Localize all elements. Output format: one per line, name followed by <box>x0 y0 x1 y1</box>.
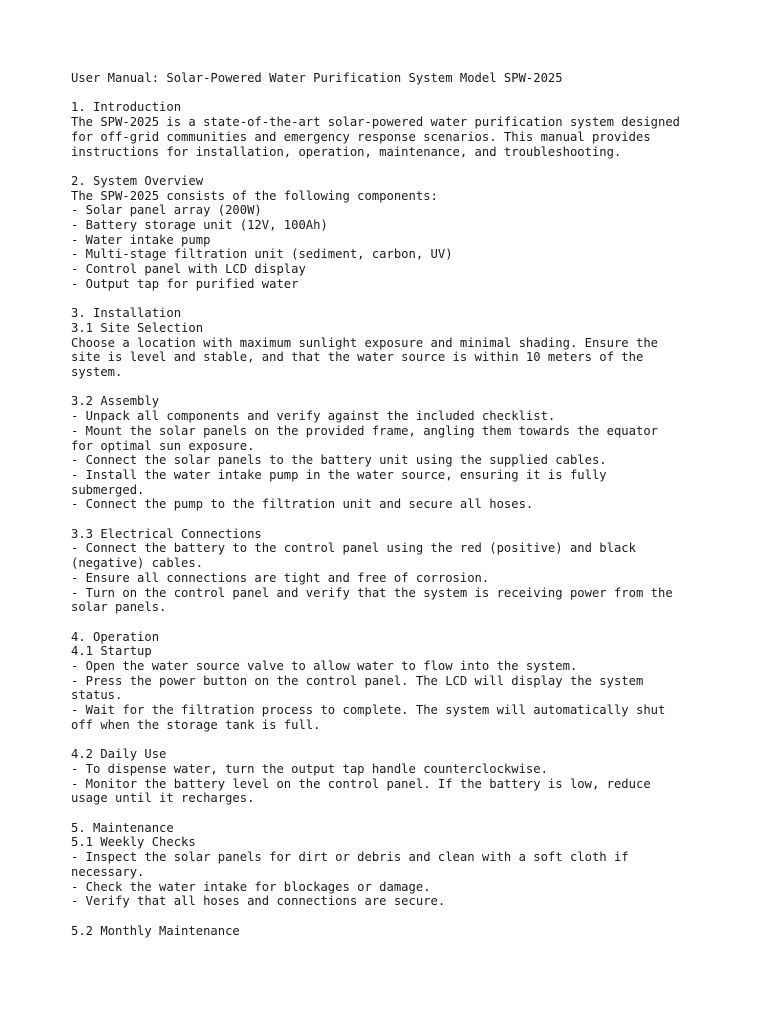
text-line: (negative) cables. <box>71 556 204 571</box>
text-line: for optimal sun exposure. <box>71 438 255 453</box>
text-line: - Ensure all connections are tight and free of corrosion. <box>71 570 490 585</box>
text-line: status. <box>71 688 123 703</box>
text-line: off when the storage tank is full. <box>71 717 321 732</box>
text-line: site is level and stable, and that the water source is within 10 meters of the <box>71 350 644 365</box>
document-title: User Manual: Solar-Powered Water Purification System Model SPW-2025 <box>71 71 563 85</box>
blank-line <box>71 806 751 821</box>
text-line: - Multi-stage filtration unit (sediment, carbon, UV) <box>71 247 453 262</box>
text-line: - Solar panel array (200W) <box>71 203 262 218</box>
text-line: - Connect the pump to the filtration unit and secure all hoses. <box>71 497 534 512</box>
text-line: 4.1 Startup <box>71 644 152 659</box>
text-line: - Output tap for purified water <box>71 276 299 291</box>
text-line: - Mount the solar panels on the provided frame, angling them towards the equator <box>71 423 658 438</box>
text-line: - Check the water intake for blockages or damage. <box>71 879 431 894</box>
text-line: 3.2 Assembly <box>71 394 160 409</box>
text-line: - Connect the solar panels to the battery unit using the supplied cables. <box>71 453 607 468</box>
text-line: The SPW-2025 consists of the following components: <box>71 188 438 203</box>
text-line: The SPW-2025 is a state-of-the-art solar-powered water purification system designed <box>71 115 681 130</box>
text-line: solar panels. <box>71 600 167 615</box>
blank-line <box>71 86 751 101</box>
text-line: necessary. <box>71 864 145 879</box>
text-line: 5.2 Monthly Maintenance <box>71 923 240 938</box>
text-line: - Battery storage unit (12V, 100Ah) <box>71 218 328 232</box>
text-line: - Install the water intake pump in the water source, ensuring it is fully <box>71 467 607 482</box>
text-line: 5. Maintenance <box>71 820 174 835</box>
text-line: - Inspect the solar panels for dirt or debris and clean with a soft cloth if <box>71 850 629 865</box>
text-line: - Connect the battery to the control panel using the red (positive) and black <box>71 541 636 556</box>
blank-line <box>71 512 751 527</box>
blank-line <box>71 159 751 174</box>
blank-line <box>71 615 751 630</box>
text-line: - Wait for the filtration process to complete. The system will automatically shut <box>71 703 666 718</box>
text-line: - Water intake pump <box>71 232 211 247</box>
text-line: instructions for installation, operation, maintenance, and troubleshooting. <box>71 144 622 159</box>
text-line: 3.3 Electrical Connections <box>71 526 262 541</box>
text-line: - Control panel with LCD display <box>71 262 306 277</box>
text-line: - Monitor the battery level on the control panel. If the battery is low, reduce <box>71 776 651 791</box>
text-line: 4. Operation <box>71 629 160 644</box>
text-line: - To dispense water, turn the output tap handle counterclockwise. <box>71 761 548 776</box>
text-line: 2. System Overview <box>71 173 204 188</box>
blank-line <box>71 380 751 395</box>
document-page <box>71 71 751 938</box>
blank-line <box>71 733 751 748</box>
text-line: 3. Installation <box>71 306 182 321</box>
text-line: - Press the power button on the control panel. The LCD will display the system <box>71 673 644 688</box>
text-line: 4.2 Daily Use <box>71 747 167 762</box>
text-line: 1. Introduction <box>71 100 182 115</box>
text-line: for off-grid communities and emergency response scenarios. This manual provides <box>71 129 651 144</box>
text-line: - Turn on the control panel and verify that the system is receiving power from the <box>71 585 673 600</box>
text-line: submerged. <box>71 482 145 497</box>
text-line: 3.1 Site Selection <box>71 320 204 335</box>
text-line: - Unpack all components and verify against the included checklist. <box>71 409 556 424</box>
text-line: Choose a location with maximum sunlight exposure and minimal shading. Ensure the <box>71 335 658 350</box>
blank-line <box>71 909 751 924</box>
document-body <box>71 86 751 939</box>
text-line: system. <box>71 365 123 380</box>
text-line: usage until it recharges. <box>71 791 255 806</box>
text-line: - Verify that all hoses and connections are secure. <box>71 894 446 909</box>
blank-line <box>71 292 751 307</box>
text-line: 5.1 Weekly Checks <box>71 835 196 850</box>
text-line: - Open the water source valve to allow water to flow into the system. <box>71 659 578 674</box>
